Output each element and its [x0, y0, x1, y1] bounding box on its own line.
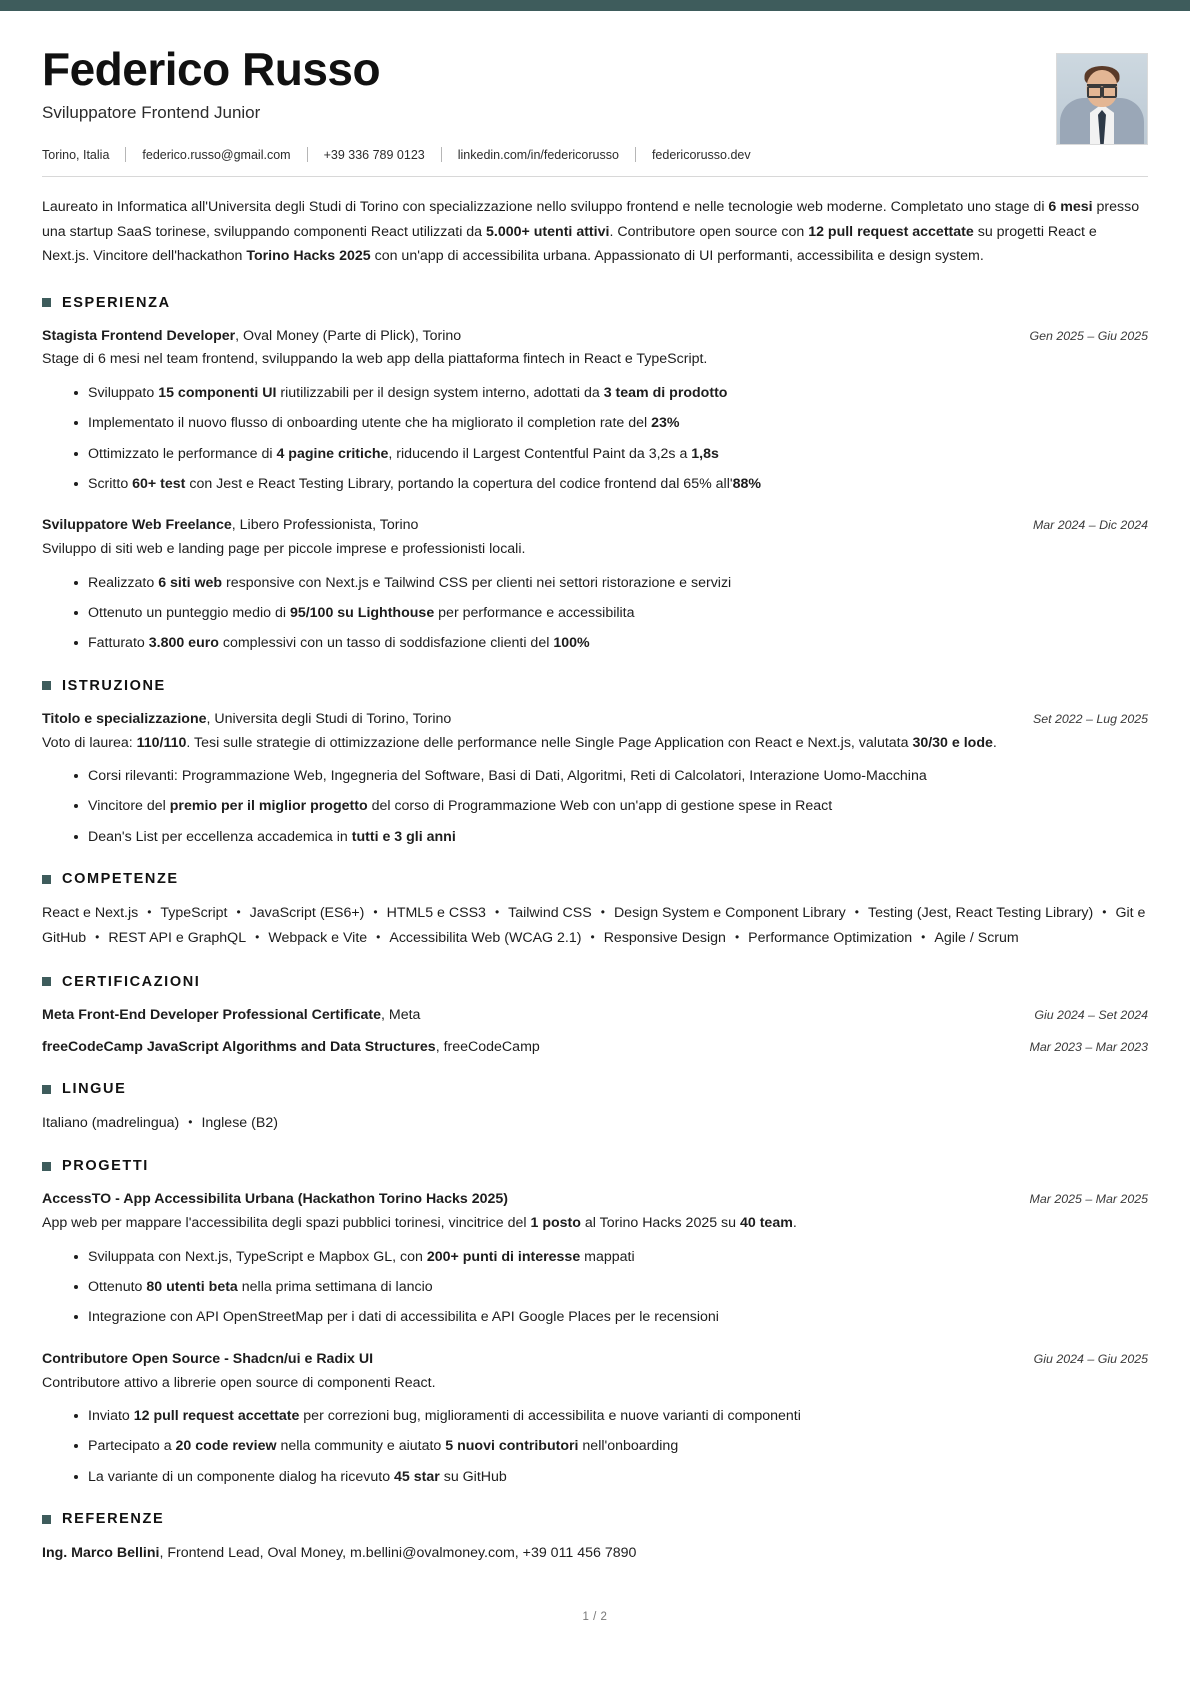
body-text: su GitHub	[439, 1468, 507, 1485]
emphasis-text: 88%	[732, 475, 761, 492]
list-separator-icon: •	[373, 905, 378, 920]
section-heading-certifications	[42, 974, 1148, 990]
contact-item[interactable]: linkedin.com/in/federicorusso	[457, 147, 619, 162]
list-item: Italiano (madrelingua)	[42, 1115, 180, 1132]
square-bullet-icon	[42, 875, 51, 884]
entry-date: Set 2022 – Lug 2025	[1032, 711, 1148, 726]
body-text: Scritto	[88, 475, 133, 492]
section-skills	[42, 871, 1148, 952]
certification-entries	[42, 1004, 1148, 1059]
section-education	[42, 678, 1148, 849]
list-item	[74, 601, 1148, 625]
square-bullet-icon	[42, 1162, 51, 1171]
emphasis-text: Titolo e specializzazione	[42, 710, 207, 727]
resume-entry	[42, 514, 1148, 655]
emphasis-text: Stagista Frontend Developer	[42, 327, 236, 344]
body-text: Inviato	[88, 1408, 134, 1425]
section-heading-skills	[42, 871, 1148, 887]
body-text: Voto di laurea:	[42, 734, 137, 751]
emphasis-text: Meta Front-End Developer Professional Certificate	[42, 1006, 381, 1023]
emphasis-text: Torino Hacks 2025	[246, 248, 371, 265]
body-text: , Universita degli Studi di Torino, Torino	[206, 710, 452, 727]
body-text: La variante di un componente dialog ha ricevuto	[88, 1468, 395, 1485]
list-item: Testing (Jest, React Testing Library)	[867, 905, 1094, 922]
page-title: Federico Russo	[42, 43, 381, 95]
emphasis-text: AccessTO - App Accessibilita Urbana (Hackathon Torino Hacks 2025)	[42, 1191, 508, 1208]
contact-separator	[441, 147, 442, 162]
body-text: Ottenuto	[88, 1279, 147, 1296]
entry-description: Stage di 6 mesi nel team frontend, sviluppando la web app della piattaforma fintech in React e TypeScript.	[42, 351, 708, 368]
section-languages	[42, 1081, 1148, 1136]
list-item	[74, 631, 1148, 655]
list-item	[74, 1275, 1148, 1299]
body-text: , Oval Money (Parte di Plick), Torino	[235, 327, 462, 344]
list-item: Design System e Component Library	[613, 905, 846, 922]
body-text: Contributore attivo a librerie open source di componenti React.	[42, 1374, 436, 1391]
section-heading-projects	[42, 1158, 1148, 1174]
body-text: del corso di Programmazione Web con un'app di gestione spese in React	[367, 798, 833, 815]
list-separator-icon: •	[734, 930, 740, 945]
emphasis-text: 20 code review	[175, 1438, 277, 1455]
list-separator-icon: •	[590, 930, 595, 945]
body-text: per performance e accessibilita	[434, 604, 635, 621]
body-text: , freeCodeCamp	[435, 1039, 540, 1056]
resume-entry	[42, 1188, 1148, 1329]
body-text: nella community e aiutato	[276, 1438, 446, 1455]
entry-bullet-list	[42, 1245, 1148, 1330]
entry-title	[42, 514, 1017, 537]
list-item	[74, 1305, 1148, 1329]
list-item	[74, 1434, 1148, 1458]
list-item	[74, 571, 1148, 595]
body-text: Sviluppato	[88, 384, 159, 401]
list-item	[74, 1404, 1148, 1428]
contact-item[interactable]: federico.russo@gmail.com	[142, 147, 291, 162]
emphasis-text: 1,8s	[691, 445, 719, 462]
section-label: CERTIFICAZIONI	[62, 973, 201, 990]
list-item: Inglese (B2)	[201, 1115, 278, 1132]
emphasis-text: tutti e 3 gli anni	[351, 828, 456, 845]
list-separator-icon: •	[494, 905, 500, 920]
emphasis-text: 23%	[651, 415, 680, 432]
body-text: Ottimizzato le performance di	[88, 445, 277, 462]
list-item: REST API e GraphQL	[108, 930, 247, 947]
list-separator-icon: •	[255, 930, 260, 945]
emphasis-text: 12 pull request accettate	[808, 223, 974, 240]
list-separator-icon: •	[854, 905, 859, 920]
emphasis-text: 95/100 su Lighthouse	[289, 604, 435, 621]
page-indicator: 1 / 2	[582, 1611, 608, 1624]
list-item: Tailwind CSS	[508, 905, 592, 922]
list-item	[74, 1245, 1148, 1269]
list-item: Webpack e Vite	[268, 930, 368, 947]
section-heading-experience	[42, 295, 1148, 311]
resume-entry	[42, 1348, 1148, 1489]
entry-header	[42, 1004, 1148, 1027]
entry-description: Sviluppo di siti web e landing page per piccole imprese e professionisti locali.	[42, 541, 526, 558]
list-item: React e Next.js	[42, 905, 139, 922]
list-item: Responsive Design	[603, 930, 726, 947]
body-text: complessivi con un tasso di soddisfazione clienti del	[218, 635, 554, 652]
list-separator-icon: •	[921, 930, 926, 945]
resume-entry	[42, 1036, 1148, 1059]
resume-entry	[42, 325, 1148, 497]
square-bullet-icon	[42, 681, 51, 690]
list-item: HTML5 e CSS3	[386, 905, 486, 922]
square-bullet-icon	[42, 977, 51, 986]
body-text: Laureato in Informatica all'Universita degli Studi di Torino con specializzazione nello sviluppo frontend e nelle tecnologie web moderne. Completato uno stage di	[42, 199, 1049, 216]
body-text: . Contributore open source con	[609, 223, 809, 240]
entry-bullet-list	[42, 571, 1148, 656]
entry-title	[42, 1036, 1014, 1059]
body-text: Dean's List per eccellenza accademica in	[88, 828, 352, 845]
section-label: LINGUE	[62, 1081, 127, 1098]
entry-date: Mar 2023 – Mar 2023	[1029, 1040, 1148, 1055]
resume-entry	[42, 1004, 1148, 1027]
contact-separator	[635, 147, 636, 162]
list-item: Performance Optimization	[748, 930, 913, 947]
emphasis-text: 6 siti web	[158, 574, 223, 591]
contact-separator	[307, 147, 308, 162]
square-bullet-icon	[42, 298, 51, 307]
contact-item[interactable]: Torino, Italia	[42, 147, 110, 162]
list-separator-icon: •	[188, 1115, 193, 1130]
emphasis-text: 110/110	[136, 734, 187, 751]
emphasis-text: 100%	[553, 635, 590, 652]
body-text: nell'onboarding	[578, 1438, 679, 1455]
entry-title	[42, 1188, 1014, 1211]
section-projects	[42, 1158, 1148, 1489]
section-label: ISTRUZIONE	[62, 677, 166, 694]
body-text: nella prima settimana di lancio	[237, 1279, 433, 1296]
list-item	[74, 764, 1148, 788]
section-label: COMPETENZE	[62, 871, 179, 888]
body-text: Corsi rilevanti: Programmazione Web, Ingegneria del Software, Basi di Dati, Algoritmi, Reti di Calcolatori, Interazione Uomo-Macchina	[88, 767, 927, 784]
list-item: Agile / Scrum	[934, 930, 1019, 947]
body-text: su progetti React e Next.js. Vincitore dell'hackathon	[42, 223, 1097, 265]
entry-bullet-list	[42, 1404, 1148, 1489]
emphasis-text: Contributore Open Source - Shadcn/ui e Radix UI	[42, 1350, 374, 1367]
avatar	[1056, 53, 1148, 145]
reference-entries	[42, 1541, 1148, 1565]
entry-header	[42, 1348, 1148, 1371]
body-text: . Tesi sulle strategie di ottimizzazione delle performance nelle Single Page Application con React e Next.js, valutata	[186, 734, 913, 751]
body-text: Ottenuto un punteggio medio di	[88, 604, 290, 621]
entry-date: Giu 2024 – Giu 2025	[1033, 1351, 1148, 1366]
emphasis-text: 5 nuovi contributori	[445, 1438, 579, 1455]
section-heading-education	[42, 678, 1148, 694]
list-item	[74, 381, 1148, 405]
project-entries	[42, 1188, 1148, 1489]
body-text: responsive con Next.js e Tailwind CSS per clienti nei settori ristorazione e servizi	[222, 574, 732, 591]
entry-header	[42, 514, 1148, 537]
entry-description	[42, 1371, 1148, 1395]
entry-description	[42, 731, 1148, 755]
header-divider	[42, 176, 1148, 177]
body-text: riutilizzabili per il design system interno, adottati da	[276, 384, 604, 401]
section-heading-languages	[42, 1081, 1148, 1097]
body-text: , Meta	[381, 1006, 421, 1023]
emphasis-text: 15 componenti UI	[158, 384, 277, 401]
entry-header	[42, 1188, 1148, 1211]
body-text: .	[992, 734, 997, 751]
entry-header	[42, 708, 1148, 731]
emphasis-text: freeCodeCamp JavaScript Algorithms and Data Structures	[42, 1039, 436, 1056]
body-text: Realizzato	[88, 574, 159, 591]
section-label: REFERENZE	[62, 1511, 165, 1528]
square-bullet-icon	[42, 1515, 51, 1524]
list-item: Accessibilita Web (WCAG 2.1)	[389, 930, 582, 947]
resume-content	[0, 11, 1190, 1623]
entry-title	[42, 1004, 1018, 1027]
body-text: Implementato il nuovo flusso di onboarding utente che ha migliorato il completion rate del	[88, 415, 652, 432]
list-item: Git e GitHub	[42, 905, 1146, 947]
body-text: , Frontend Lead, Oval Money, m.bellini@ovalmoney.com, +39 011 456 7890	[159, 1545, 637, 1562]
emphasis-text: 60+ test	[132, 475, 186, 492]
section-heading-references	[42, 1511, 1148, 1527]
contact-item[interactable]: federicorusso.dev	[651, 147, 751, 162]
body-text: con Jest e React Testing Library, portando la copertura del codice frontend dal 65% all'	[185, 475, 733, 492]
body-text: per correzioni bug, miglioramenti di accessibilita e nuove varianti di componenti	[299, 1408, 801, 1425]
emphasis-text: 80 utenti beta	[146, 1279, 238, 1296]
emphasis-text: 12 pull request accettate	[133, 1408, 300, 1425]
summary-paragraph	[42, 195, 1148, 268]
experience-entries	[42, 325, 1148, 656]
emphasis-text: Ing. Marco Bellini	[42, 1545, 160, 1562]
section-label: ESPERIENZA	[62, 294, 171, 311]
emphasis-text: 4 pagine critiche	[276, 445, 389, 462]
entry-date: Giu 2024 – Set 2024	[1034, 1007, 1148, 1022]
body-text: mappati	[580, 1248, 635, 1265]
emphasis-text: premio per il miglior progetto	[169, 798, 368, 815]
body-text: Partecipato a	[88, 1438, 176, 1455]
emphasis-text: Sviluppatore Web Freelance	[42, 517, 232, 534]
section-experience	[42, 295, 1148, 656]
body-text: , Libero Professionista, Torino	[231, 517, 419, 534]
entry-description	[42, 1211, 1148, 1235]
list-item	[74, 794, 1148, 818]
entry-date: Mar 2024 – Dic 2024	[1032, 518, 1148, 533]
emphasis-text: 5.000+ utenti attivi	[486, 223, 610, 240]
section-label: PROGETTI	[62, 1158, 149, 1175]
resume-entry	[42, 708, 1148, 849]
list-item	[74, 442, 1148, 466]
entry-date: Gen 2025 – Giu 2025	[1029, 328, 1148, 343]
body-text: Fatturato	[88, 635, 149, 652]
list-item	[74, 411, 1148, 435]
job-headline: Sviluppatore Frontend Junior	[42, 103, 261, 123]
languages-list	[42, 1111, 1148, 1136]
section-certifications	[42, 974, 1148, 1059]
list-item	[74, 825, 1148, 849]
entry-title	[42, 708, 1017, 731]
list-separator-icon: •	[95, 930, 100, 945]
entry-date: Mar 2025 – Mar 2025	[1029, 1192, 1148, 1207]
list-item	[74, 1465, 1148, 1489]
entry-bullet-list	[42, 764, 1148, 849]
entry-title	[42, 1348, 1018, 1371]
contact-separator	[125, 147, 126, 162]
emphasis-text: 45 star	[394, 1468, 440, 1485]
body-text: .	[792, 1215, 797, 1232]
contact-bar	[42, 147, 1148, 162]
header-text-block	[42, 41, 1056, 147]
emphasis-text: 40 team	[739, 1215, 793, 1232]
list-item: TypeScript	[160, 905, 228, 922]
list-separator-icon: •	[1102, 905, 1107, 920]
entry-bullet-list	[42, 381, 1148, 497]
body-text: , riducendo il Largest Contentful Paint da 3,2s a	[388, 445, 692, 462]
body-text: presso una startup SaaS torinese, sviluppando componenti React utilizzati da	[42, 199, 1140, 240]
education-entries	[42, 708, 1148, 849]
section-references	[42, 1511, 1148, 1565]
emphasis-text: 1 posto	[530, 1215, 581, 1232]
body-text: Sviluppata con Next.js, TypeScript e Mapbox GL, con	[88, 1248, 427, 1265]
list-separator-icon: •	[376, 930, 381, 945]
emphasis-text: 3 team di prodotto	[603, 384, 728, 401]
reference-line	[42, 1541, 1148, 1565]
entry-header	[42, 325, 1148, 348]
list-separator-icon: •	[147, 905, 152, 920]
emphasis-text: 30/30 e lode	[912, 734, 993, 751]
list-separator-icon: •	[236, 905, 241, 920]
body-text: Vincitore del	[88, 798, 170, 815]
emphasis-text: 200+ punti di interesse	[426, 1248, 581, 1265]
entry-title	[42, 325, 1014, 348]
list-separator-icon: •	[600, 905, 605, 920]
body-text: con un'app di accessibilita urbana. Appassionato di UI performanti, accessibilita e design system.	[370, 248, 984, 265]
emphasis-text: 3.800 euro	[148, 635, 219, 652]
body-text: Integrazione con API OpenStreetMap per i dati di accessibilita e API Google Places per le recensioni	[88, 1309, 719, 1326]
contact-item[interactable]: +39 336 789 0123	[323, 147, 425, 162]
entry-header	[42, 1036, 1148, 1059]
list-item: JavaScript (ES6+)	[249, 905, 365, 922]
skills-list	[42, 901, 1148, 952]
body-text: App web per mappare l'accessibilita degli spazi pubblici torinesi, vincitrice del	[42, 1215, 531, 1232]
emphasis-text: 6 mesi	[1048, 199, 1093, 216]
list-item	[74, 472, 1148, 496]
resume-header	[42, 41, 1148, 147]
body-text: al Torino Hacks 2025 su	[580, 1215, 740, 1232]
square-bullet-icon	[42, 1085, 51, 1094]
accent-top-bar	[0, 0, 1190, 11]
